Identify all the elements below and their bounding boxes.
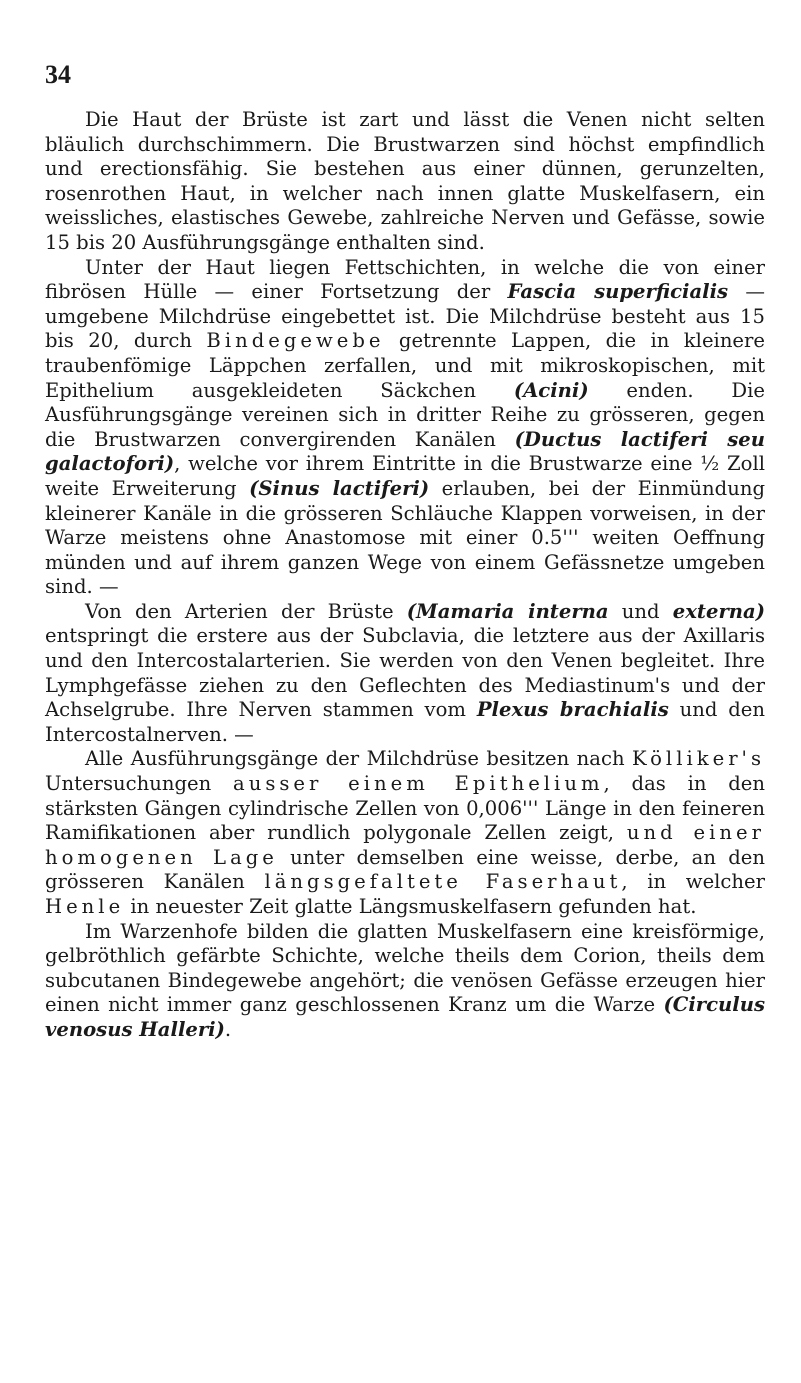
spaced-term: ausser einem Epithelium <box>233 772 604 796</box>
italic-term: (Circulus venosus Halleri) <box>45 993 765 1041</box>
body-text <box>45 108 765 1043</box>
text-segment: , in welcher <box>621 870 765 894</box>
text-segment: in neuester Zeit glatte Längsmuskelfasern gefunden hat. <box>124 895 697 918</box>
italic-term: (Acini) <box>513 378 589 402</box>
italic-term: (Sinus lactiferi) <box>249 476 430 500</box>
text-segment: , welche vor ihrem Eintritte in die Brustwarze eine ½ Zoll weite Erweiterung <box>45 452 765 500</box>
text-segment: unter demselben eine weisse, derbe, an den grösseren Kanälen <box>45 845 765 894</box>
text-segment: Die Haut der Brüste ist zart und lässt die Venen nicht selten bläulich durchschimmern. Die Brustwarzen sind höchst empfindlich und erectionsfähig. Sie bestehen aus einer dünnen, gerunzelten, rosenrothen Haut, in welcher nach innen glatte Muskelfasern, ein weissliches, elastisches Gewebe, zahlreiche Nerven und Gefässe, sowie 15 bis 20 Ausführungsgänge enthalten sind. <box>45 108 765 254</box>
italic-term: externa) <box>672 599 765 623</box>
text-segment: Unter der Haut liegen Fettschichten, in welche die von einer fibrösen Hülle — einer Fortsetzung der <box>45 255 765 304</box>
paragraph <box>45 920 765 1043</box>
text-segment: — umgebene Milchdrüse eingebettet ist. Die Milchdrüse besteht aus 15 bis 20, durch <box>45 280 765 353</box>
spaced-term: und einer homogenen Lage <box>45 821 766 869</box>
italic-term: (Mamaria interna <box>406 599 609 623</box>
text-segment: , das in den stärksten Gängen cylindrische Zellen von 0,006''' Länge in den feineren Ramifikationen aber rundlich polygonale Zellen zeigt, <box>45 772 765 845</box>
spaced-term: längsgefaltete Faserhaut <box>264 870 622 894</box>
text-segment: Im Warzenhofe bilden die glatten Muskelfasern eine kreisförmige, gelbröthlich gefärbte Schichte, welche theils dem Corion, theils dem subcutanen Bindegewebe angehört; die venösen Gefässe erzeugen hier einen nicht immer ganz geschlossenen Kranz um die Warze <box>45 919 765 1017</box>
text-segment: getrennte Lappen, die in kleinere traubenfömige Läppchen zerfallen, und mit mikroskopischen, mit Epithelium ausgekleideten Säckchen <box>45 329 765 402</box>
paragraph <box>45 108 765 256</box>
spaced-term: Henle <box>45 895 125 918</box>
paragraph <box>45 747 765 919</box>
text-segment: enden. Die Ausführungsgänge vereinen sich in dritter Reihe zu grösseren, gegen die Brustwarzen convergirenden Kanälen <box>45 378 765 451</box>
italic-term: Fascia superficialis <box>507 280 729 304</box>
text-segment: Alle Ausführungsgänge der Milchdrüse besitzen nach <box>85 747 633 771</box>
text-segment: . <box>224 1017 232 1041</box>
text-segment: entspringt die erstere aus der Subclavia, die letztere aus der Axillaris und den Intercostalarterien. Sie werden von den Venen begleitet. Ihre Lymphgefässe ziehen zu den Geflechten des Mediastinum's und der Achselgrube. Ihre Nerven stammen vom <box>45 624 765 722</box>
spaced-term: Kölliker's <box>632 747 765 771</box>
paragraph <box>45 600 765 748</box>
text-segment: erlauben, bei der Einmündung kleinerer Kanäle in die grösseren Schläuche Klappen vorweisen, in der Warze meistens ohne Anastomose mit einer 0.5''' weiten Oeffnung münden und auf ihrem ganzen Wege von einem Gefässnetze umgeben sind. — <box>45 476 765 599</box>
text-segment: und den Intercostalnerven. — <box>45 698 766 746</box>
spaced-term: Bindegewebe <box>206 329 385 353</box>
page-number: 34 <box>45 60 71 89</box>
text-segment: Untersuchungen <box>45 772 234 796</box>
text-segment: Von den Arterien der Brüste <box>85 599 407 623</box>
paragraph <box>45 256 765 600</box>
italic-term: (Ductus lactiferi seu galactofori) <box>45 427 765 476</box>
text-segment: und <box>608 599 673 623</box>
italic-term: Plexus brachialis <box>476 698 669 722</box>
